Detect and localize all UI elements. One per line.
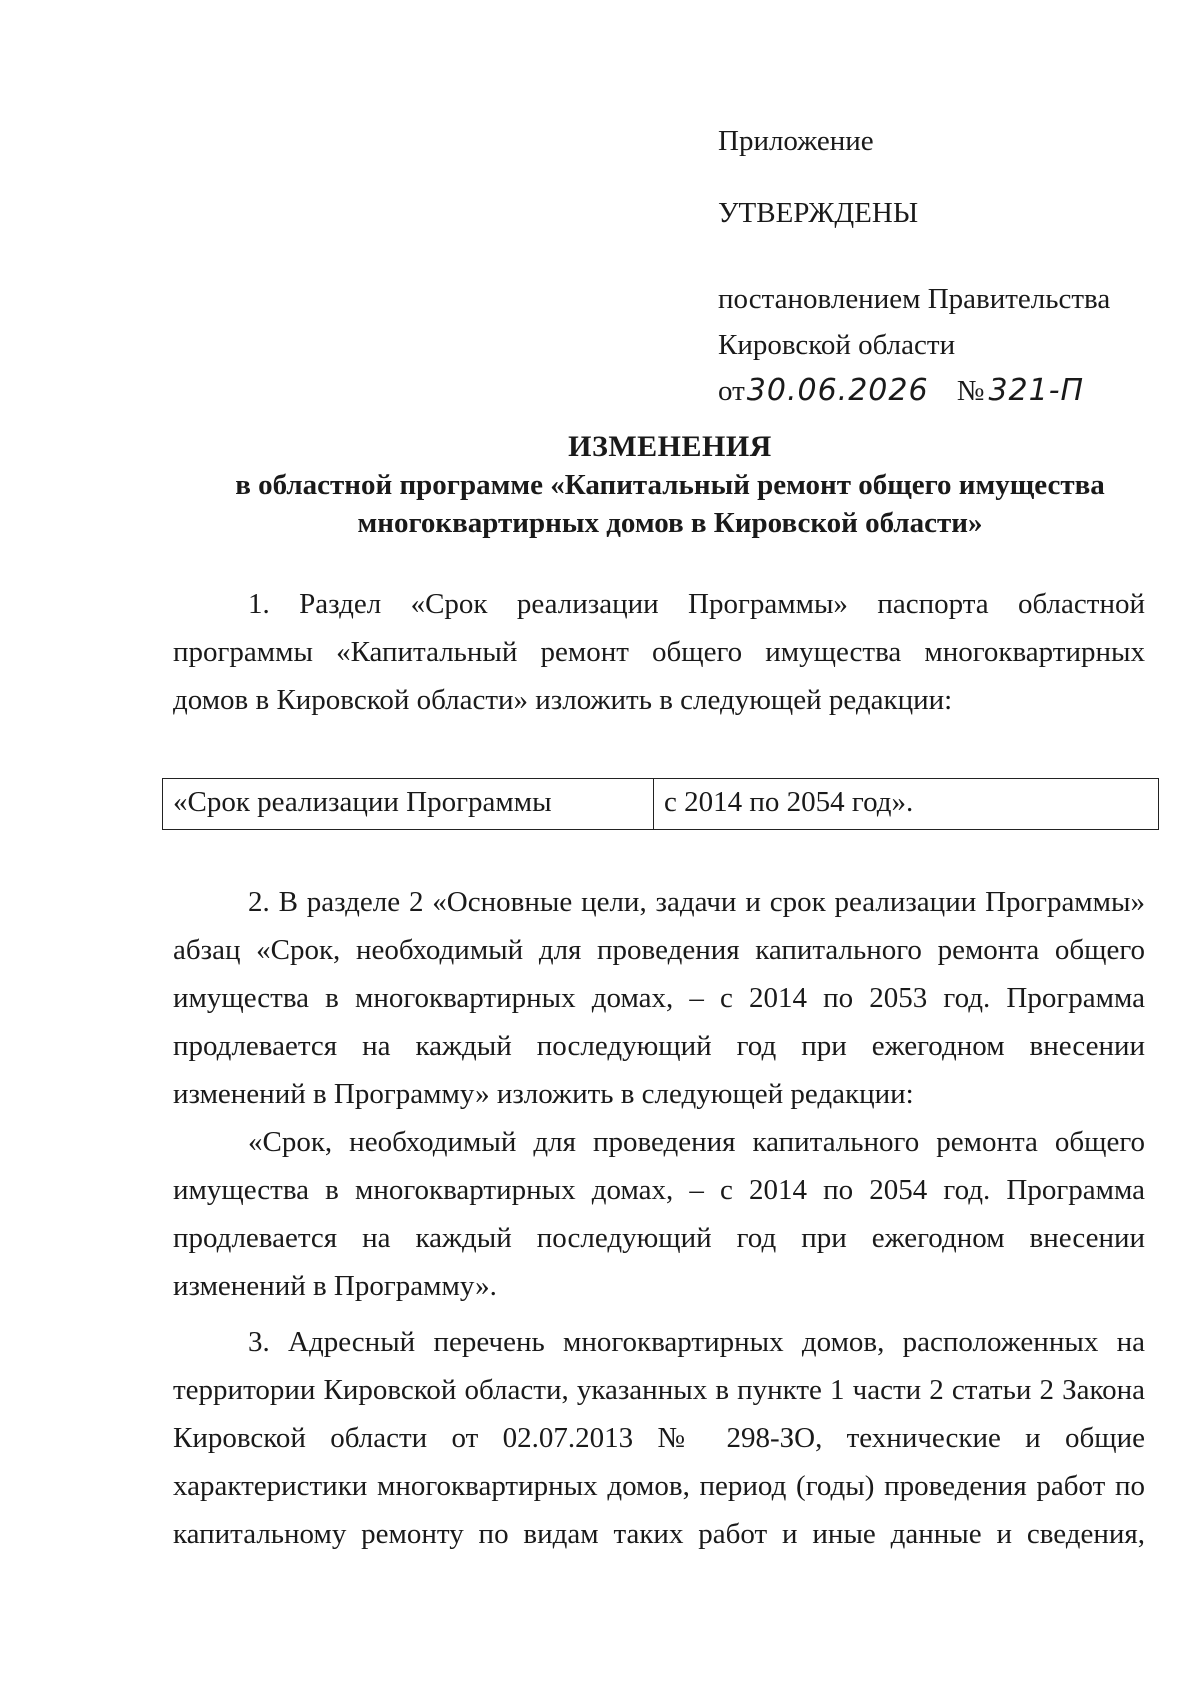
paragraph-2-quote: «Срок, необходимый для проведения капитального ремонта общего имущества в многоквартирных домах, – с 2014 по 2054 год. Программа продлевается на каждый последующий год при ежегодном внесении изменений в Программу». [173,1126,1145,1302]
annex-label: Приложение [718,125,874,157]
paragraph-1-text: 1. Раздел «Срок реализации Программы» паспорта областной программы «Капитальный ремонт общего имущества многоквартирных домов в Кировской области» изложить в следующей редакции: [173,588,1145,716]
paragraph-2-text: 2. В разделе 2 «Основные цели, задачи и срок реализации Программы» абзац «Срок, необходимый для проведения капитального ремонта общего имущества в многоквартирных домах, – с 2014 по 2053 год. Программа продлевается на каждый последующий год при ежегодном внесении изменений в Программу» изложить в следующей редакции: [173,886,1145,1110]
approved-by-line-2: Кировской области [718,329,956,361]
approval-date-number-line [718,368,1158,414]
paragraph-2 [173,878,1145,1310]
document-heading [170,428,1170,542]
paragraph-1 [173,580,1145,724]
heading-title: ИЗМЕНЕНИЯ [568,430,772,463]
number-sign: № [956,375,985,407]
amendment-table [162,778,1159,830]
heading-subtitle-line-2: многоквартирных домов в Кировской области» [357,507,983,539]
handwritten-date: 30.06.2026 [746,373,929,408]
approved-label: УТВЕРЖДЕНЫ [718,197,919,229]
date-prefix: от [718,375,745,407]
paragraph-3-text: 3. Адресный перечень многоквартирных домов, расположенных на территории Кировской области, указанных в пункте 1 части 2 статьи 2 Закона Кировской области от 02.07.2013 № 298-ЗО, технические и общие характеристики многоквартирных домов, период (годы) проведения работ по капитальному ремонту по видам таких работ и иные данные и сведения, [173,1326,1145,1550]
table-cell-value: с 2014 по 2054 год». [664,786,914,818]
approved-by-line-1: постановлением Правительства [718,283,1111,315]
approval-block [718,118,1158,414]
handwritten-number: 321-П [988,373,1085,408]
heading-subtitle-line-1: в областной программе «Капитальный ремонт общего имущества [235,469,1105,501]
paragraph-3 [173,1318,1145,1558]
table-cell-label: «Срок реализации Программы [163,779,654,829]
